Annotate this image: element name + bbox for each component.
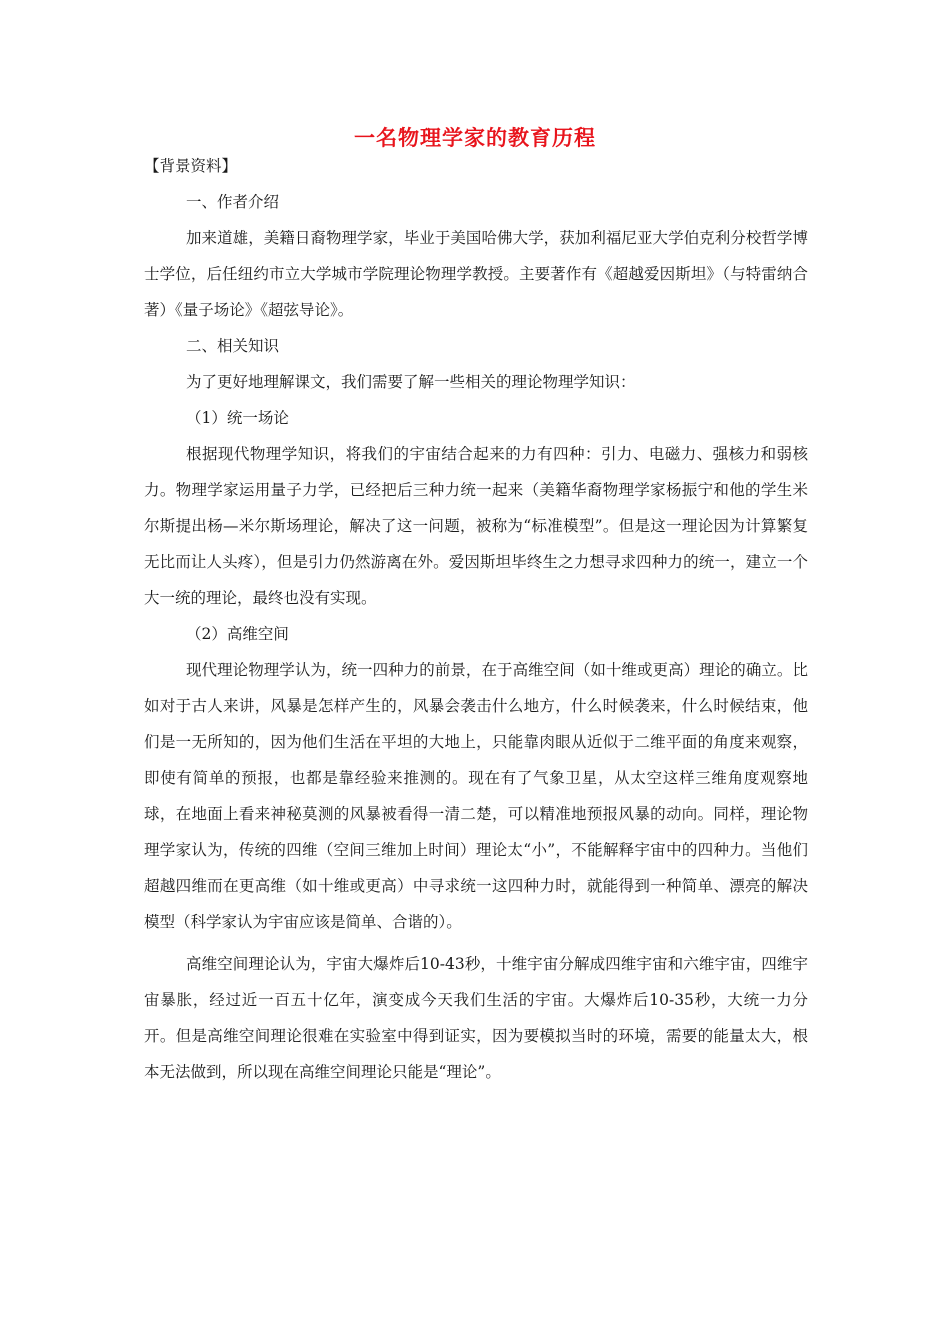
author-heading: 一、作者介绍	[186, 193, 280, 211]
subsection-2-paragraph-1: 现代理论物理学认为，统一四种力的前景，在于高维空间（如十维或更高）理论的确立。比如对于古人来讲，风暴是怎样产生的，风暴会袭击什么地方，什么时候袭来，什么时候结束，他们是一无所知的，因为他们生活在平坦的大地上，只能靠肉眼从近似于二维平面的角度来观察，即使有简单的预报，也都是靠经验来推测的。现在有了气象卫星，从太空这样三维角度观察地球，在地面上看来神秘莫测的风暴被看得一清二楚，可以精准地预报风暴的动向。同样，理论物理学家认为，传统的四维（空间三维加上时间）理论太“小”，不能解释宇宙中的四种力。当他们超越四维而在更高维（如十维或更高）中寻求统一这四种力时，就能得到一种简单、漂亮的解决模型（科学家认为宇宙应该是简单、合谐的）。	[144, 661, 808, 931]
knowledge-intro: 为了更好地理解课文，我们需要了解一些相关的理论物理学知识：	[186, 373, 636, 391]
document-title: 一名物理学家的教育历程	[354, 125, 596, 150]
section-label: 【背景资料】	[144, 157, 238, 175]
subsection-2-heading: （2）高维空间	[186, 625, 289, 643]
subsection-2-paragraph-2: 高维空间理论认为，宇宙大爆炸后10-43秒，十维宇宙分解成四维宇宙和六维宇宙，四维宇宙暴胀，经过近一百五十亿年，演变成今天我们生活的宇宙。大爆炸后10-35秒，大统一力分开。但是高维空间理论很难在实验室中得到证实，因为要模拟当时的环境，需要的能量太大，根本无法做到，所以现在高维空间理论只能是“理论”。	[144, 955, 808, 1081]
document-body	[144, 148, 808, 1090]
subsection-1-paragraph: 根据现代物理学知识，将我们的宇宙结合起来的力有四种：引力、电磁力、强核力和弱核力。物理学家运用量子力学，已经把后三种力统一起来（美籍华裔物理学家杨振宁和他的学生米尔斯提出杨—米尔斯场理论，解决了这一问题，被称为“标准模型”。但是这一理论因为计算繁复无比而让人头疼），但是引力仍然游离在外。爱因斯坦毕终生之力想寻求四种力的统一，建立一个大一统的理论，最终也没有实现。	[144, 445, 808, 607]
subsection-1-heading: （1）统一场论	[186, 409, 289, 427]
knowledge-heading: 二、相关知识	[186, 337, 280, 355]
author-paragraph: 加来道雄，美籍日裔物理学家，毕业于美国哈佛大学，获加利福尼亚大学伯克利分校哲学博士学位，后任纽约市立大学城市学院理论物理学教授。主要著作有《超越爱因斯坦》（与特雷纳合著）《量子场论》《超弦导论》。	[144, 229, 808, 319]
